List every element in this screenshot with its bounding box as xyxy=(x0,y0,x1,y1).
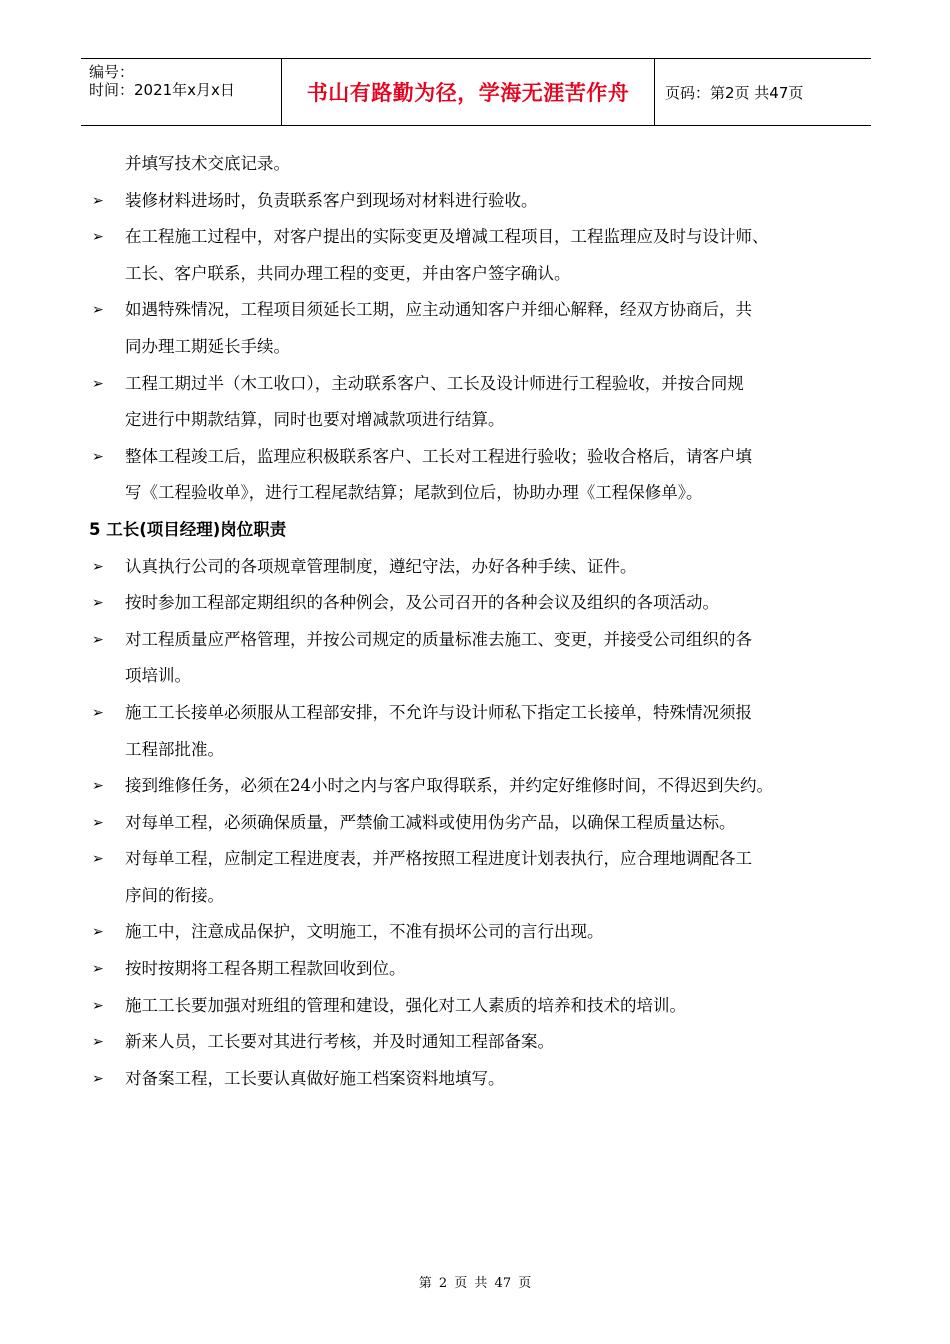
list-item-text: 项培训。 xyxy=(125,666,191,686)
list-item-line xyxy=(84,732,874,769)
bullet-arrow-icon: ➢ xyxy=(92,814,104,831)
list-item-line xyxy=(84,585,874,622)
list-item-text: 装修材料进场时，负责联系客户到现场对材料进行验收。 xyxy=(125,190,538,210)
section-4-list xyxy=(84,183,874,512)
list-item xyxy=(84,951,874,988)
list-item-line xyxy=(84,219,874,256)
list-item xyxy=(84,622,874,695)
header-motto: 书山有路勤为径，学海无涯苦作舟 xyxy=(282,59,655,125)
list-item-text: 新来人员，工长要对其进行考核，并及时通知工程部备案。 xyxy=(125,1032,554,1052)
continuation-text: 并填写技术交底记录。 xyxy=(125,154,290,173)
list-item-line xyxy=(84,695,874,732)
list-item-line xyxy=(84,988,874,1025)
list-item-text: 定进行中期款结算，同时也要对增减款项进行结算。 xyxy=(125,410,505,430)
list-item-line xyxy=(84,402,874,439)
bullet-arrow-icon: ➢ xyxy=(92,229,104,246)
list-item xyxy=(84,585,874,622)
list-item xyxy=(84,841,874,914)
list-item xyxy=(84,439,874,512)
list-item-text: 认真执行公司的各项规章管理制度，遵纪守法，办好各种手续、证件。 xyxy=(125,556,637,576)
list-item xyxy=(84,1061,874,1098)
list-item-text: 工程部批准。 xyxy=(125,739,224,759)
document-date-label: 时间：2021年x月x日 xyxy=(89,81,235,99)
list-item-text: 对每单工程，必须确保质量，严禁偷工减料或使用伪劣产品，以确保工程质量达标。 xyxy=(125,812,736,832)
list-item xyxy=(84,695,874,768)
bullet-arrow-icon: ➢ xyxy=(92,595,104,612)
list-item-text: 整体工程竣工后，监理应积极联系客户、工长对工程进行验收；验收合格后，请客户填 xyxy=(125,446,752,466)
list-item-text: 施工中，注意成品保护，文明施工，不准有损坏公司的言行出现。 xyxy=(125,922,604,942)
list-item xyxy=(84,366,874,439)
list-item-text: 接到维修任务，必须在24小时之内与客户取得联系，并约定好维修时间，不得迟到失约。 xyxy=(125,776,773,796)
list-item-line xyxy=(84,1061,874,1098)
page-header xyxy=(81,58,871,126)
list-item xyxy=(84,988,874,1025)
list-item-text: 同办理工期延长手续。 xyxy=(125,336,290,356)
bullet-arrow-icon: ➢ xyxy=(92,704,104,721)
bullet-arrow-icon: ➢ xyxy=(92,1070,104,1087)
list-item-text: 写《工程验收单》，进行工程尾款结算；尾款到位后，协助办理《工程保修单》。 xyxy=(125,483,703,503)
header-meta xyxy=(81,59,282,125)
list-item xyxy=(84,914,874,951)
list-item-line xyxy=(84,256,874,293)
list-item-text: 按时参加工程部定期组织的各种例会，及公司召开的各种会议及组织的各项活动。 xyxy=(125,593,719,613)
bullet-arrow-icon: ➢ xyxy=(92,192,104,209)
list-item-line xyxy=(84,475,874,512)
list-item-line xyxy=(84,366,874,403)
list-item-line xyxy=(84,768,874,805)
list-item xyxy=(84,1024,874,1061)
document-number-label: 编号： xyxy=(89,63,135,81)
list-item-line xyxy=(84,622,874,659)
list-item-line xyxy=(84,1024,874,1061)
list-item-text: 对工程质量应严格管理，并按公司规定的质量标准去施工、变更，并接受公司组织的各 xyxy=(125,629,752,649)
bullet-arrow-icon: ➢ xyxy=(92,375,104,392)
document-body xyxy=(84,146,874,1097)
bullet-arrow-icon: ➢ xyxy=(92,961,104,978)
bullet-arrow-icon: ➢ xyxy=(92,997,104,1014)
continuation-line xyxy=(84,146,874,183)
bullet-arrow-icon: ➢ xyxy=(92,448,104,465)
list-item xyxy=(84,805,874,842)
list-item-line xyxy=(84,183,874,220)
list-item-line xyxy=(84,914,874,951)
list-item-text: 序间的衔接。 xyxy=(125,885,224,905)
bullet-arrow-icon: ➢ xyxy=(92,1034,104,1051)
list-item-line xyxy=(84,951,874,988)
list-item-text: 工程工期过半（木工收口），主动联系客户、工长及设计师进行工程验收，并按合同规 xyxy=(125,373,744,393)
list-item-line xyxy=(84,292,874,329)
list-item-text: 工长、客户联系，共同办理工程的变更，并由客户签字确认。 xyxy=(125,263,571,283)
section-5-list xyxy=(84,549,874,1098)
header-page-label: 页码：第2页 共47页 xyxy=(665,83,804,102)
list-item-line xyxy=(84,658,874,695)
list-item-line xyxy=(84,439,874,476)
list-item-line xyxy=(84,329,874,366)
bullet-arrow-icon: ➢ xyxy=(92,778,104,795)
list-item-text: 如遇特殊情况，工程项目须延长工期，应主动通知客户并细心解释，经双方协商后，共 xyxy=(125,300,752,320)
section-5-heading: 5 工长(项目经理)岗位职责 xyxy=(89,519,287,539)
bullet-arrow-icon: ➢ xyxy=(92,851,104,868)
list-item-line xyxy=(84,841,874,878)
bullet-arrow-icon: ➢ xyxy=(92,302,104,319)
list-item-text: 施工工长要加强对班组的管理和建设，强化对工人素质的培养和技术的培训。 xyxy=(125,995,686,1015)
list-item xyxy=(84,219,874,292)
bullet-arrow-icon: ➢ xyxy=(92,631,104,648)
bullet-arrow-icon: ➢ xyxy=(92,924,104,941)
page-footer: 第 2 页 共 47 页 xyxy=(418,1276,532,1291)
list-item-text: 按时按期将工程各期工程款回收到位。 xyxy=(125,959,406,979)
list-item-line xyxy=(84,549,874,586)
list-item xyxy=(84,549,874,586)
list-item-line xyxy=(84,805,874,842)
list-item xyxy=(84,768,874,805)
list-item-text: 施工工长接单必须服从工程部安排，不允许与设计师私下指定工长接单，特殊情况须报 xyxy=(125,702,752,722)
list-item xyxy=(84,292,874,365)
list-item-line xyxy=(84,878,874,915)
list-item-text: 对每单工程，应制定工程进度表，并严格按照工程进度计划表执行，应合理地调配各工 xyxy=(125,849,752,869)
bullet-arrow-icon: ➢ xyxy=(92,558,104,575)
list-item xyxy=(84,183,874,220)
list-item-text: 在工程施工过程中，对客户提出的实际变更及增减工程项目，工程监理应及时与设计师、 xyxy=(125,227,769,247)
list-item-text: 对备案工程，工长要认真做好施工档案资料地填写。 xyxy=(125,1068,505,1088)
